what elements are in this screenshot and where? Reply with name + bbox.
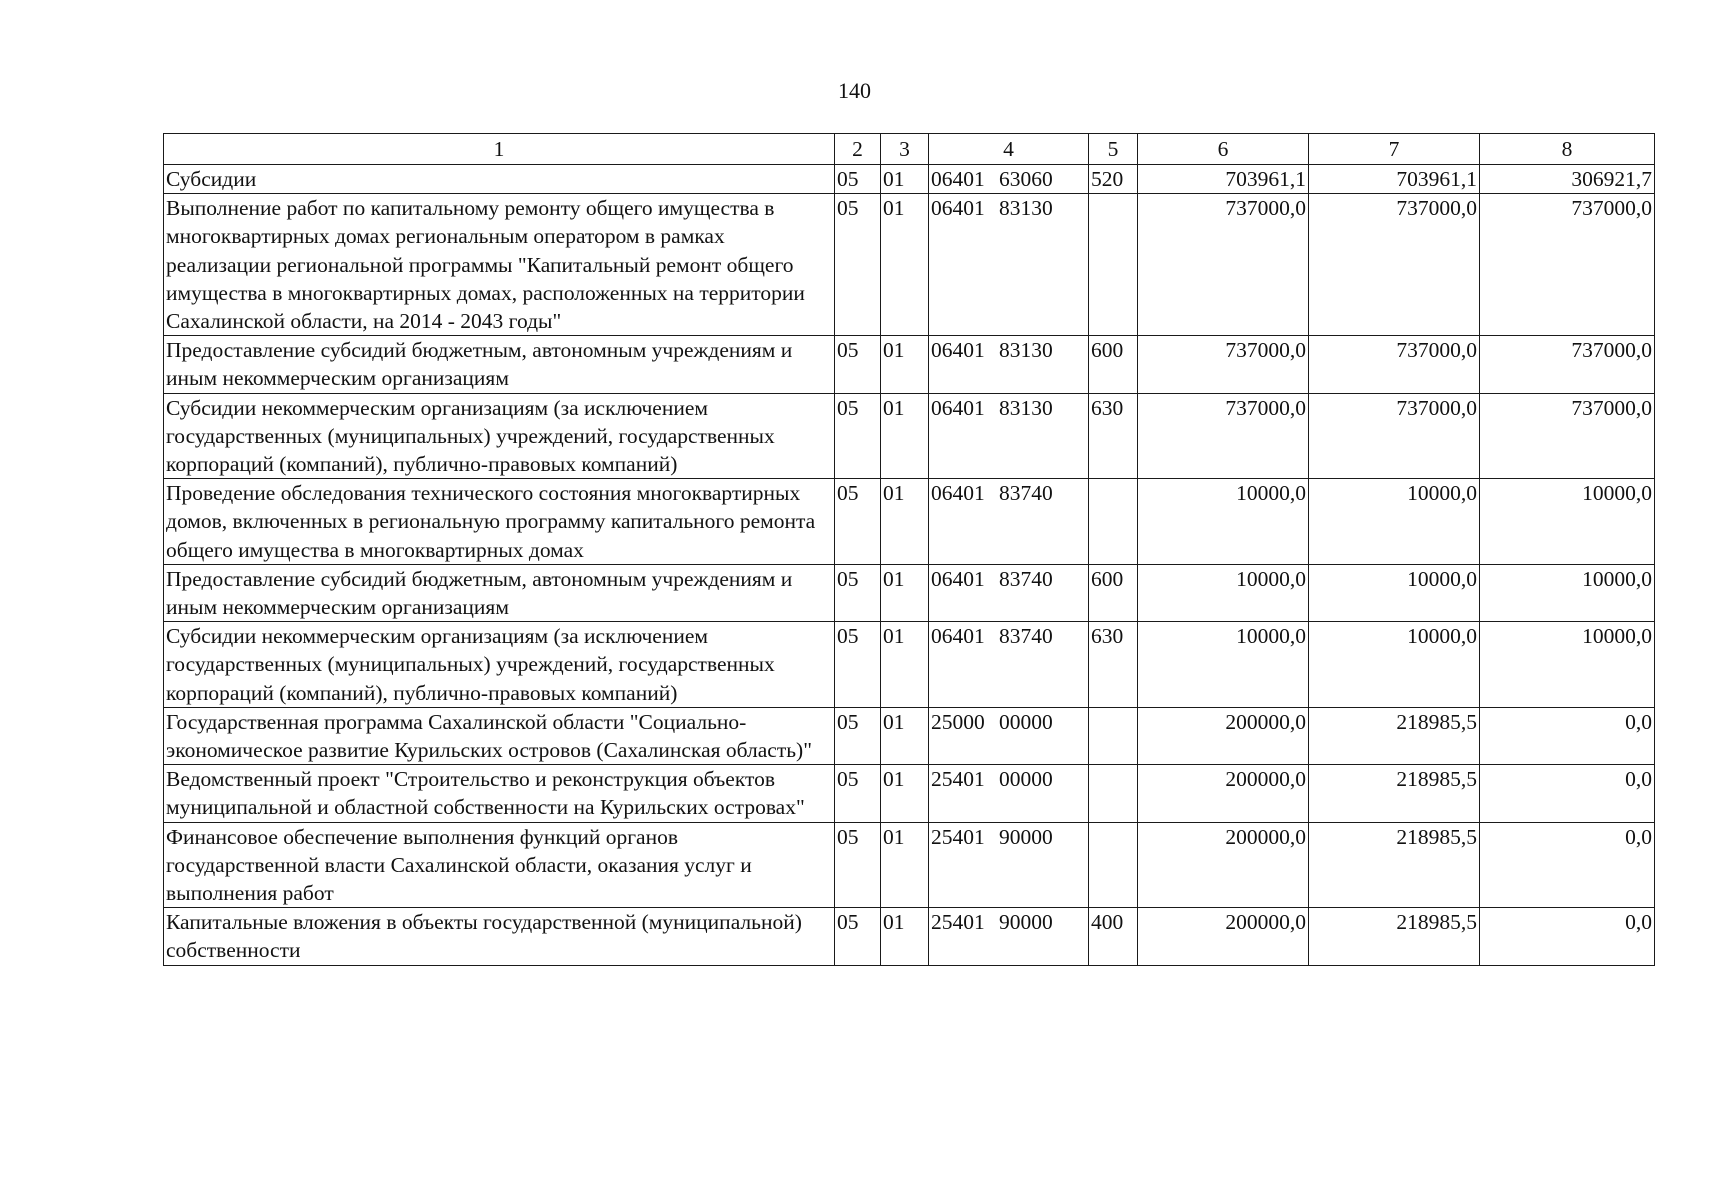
amount-col-8: 10000,0 [1480, 622, 1655, 708]
subsection-code: 01 [881, 165, 929, 194]
row-name: Предоставление субсидий бюджетным, автономным учреждениям и иным некоммерческим организациям [164, 336, 835, 393]
row-name: Проведение обследования технического состояния многоквартирных домов, включенных в региональную программу капитального ремонта общего имущества в многоквартирных домах [164, 479, 835, 565]
target-article-code [929, 908, 1089, 965]
target-article-code [929, 622, 1089, 708]
amount-col-7: 737000,0 [1309, 393, 1480, 479]
section-code: 05 [835, 336, 881, 393]
direction-code: 00000 [999, 767, 1053, 792]
col-header-2: 2 [835, 134, 881, 165]
budget-table [163, 133, 1655, 966]
program-code: 25401 [931, 910, 985, 935]
expense-type-code: 520 [1089, 165, 1138, 194]
row-name: Выполнение работ по капитальному ремонту общего имущества в многоквартирных домах региональным оператором в рамках реализации региональной программы "Капитальный ремонт общего имущества в многоквартирных домах, расположенных на территории Сахалинской области, на 2014 - 2043 годы" [164, 194, 835, 336]
amount-col-6: 737000,0 [1138, 393, 1309, 479]
col-header-6: 6 [1138, 134, 1309, 165]
subsection-code: 01 [881, 194, 929, 336]
table-row [164, 622, 1655, 708]
target-article-code [929, 707, 1089, 764]
amount-col-8: 737000,0 [1480, 194, 1655, 336]
program-code: 06401 [931, 395, 985, 420]
expense-type-code: 400 [1089, 908, 1138, 965]
col-header-7: 7 [1309, 134, 1480, 165]
subsection-code: 01 [881, 765, 929, 822]
col-header-3: 3 [881, 134, 929, 165]
amount-col-7: 218985,5 [1309, 822, 1480, 908]
program-code: 25401 [931, 824, 985, 849]
amount-col-6: 200000,0 [1138, 822, 1309, 908]
amount-col-7: 737000,0 [1309, 336, 1480, 393]
subsection-code: 01 [881, 479, 929, 565]
direction-code: 83740 [999, 481, 1053, 506]
direction-code: 83130 [999, 196, 1053, 221]
table-row [164, 822, 1655, 908]
amount-col-7: 218985,5 [1309, 765, 1480, 822]
expense-type-code [1089, 194, 1138, 336]
table-row [164, 165, 1655, 194]
expense-type-code: 600 [1089, 564, 1138, 621]
target-article-code [929, 393, 1089, 479]
subsection-code: 01 [881, 908, 929, 965]
expense-type-code: 630 [1089, 622, 1138, 708]
amount-col-8: 10000,0 [1480, 564, 1655, 621]
row-name: Субсидии некоммерческим организациям (за исключением государственных (муниципальных) учреждений, государственных корпораций (компаний), публично-правовых компаний) [164, 393, 835, 479]
column-number-row [164, 134, 1655, 165]
amount-col-6: 703961,1 [1138, 165, 1309, 194]
amount-col-8: 0,0 [1480, 765, 1655, 822]
amount-col-8: 0,0 [1480, 908, 1655, 965]
amount-col-7: 703961,1 [1309, 165, 1480, 194]
section-code: 05 [835, 822, 881, 908]
col-header-4: 4 [929, 134, 1089, 165]
program-code: 06401 [931, 196, 985, 221]
expense-type-code [1089, 479, 1138, 565]
page-number: 140 [838, 78, 871, 103]
row-name: Государственная программа Сахалинской области "Социально-экономическое развитие Курильских островов (Сахалинская область)" [164, 707, 835, 764]
section-code: 05 [835, 622, 881, 708]
section-code: 05 [835, 194, 881, 336]
col-header-5: 5 [1089, 134, 1138, 165]
amount-col-6: 200000,0 [1138, 707, 1309, 764]
direction-code: 90000 [999, 910, 1053, 935]
amount-col-8: 0,0 [1480, 822, 1655, 908]
col-header-8: 8 [1480, 134, 1655, 165]
expense-type-code [1089, 822, 1138, 908]
expense-type-code: 630 [1089, 393, 1138, 479]
direction-code: 83740 [999, 566, 1053, 591]
direction-code: 83130 [999, 395, 1053, 420]
amount-col-7: 737000,0 [1309, 194, 1480, 336]
expense-type-code [1089, 707, 1138, 764]
amount-col-6: 10000,0 [1138, 564, 1309, 621]
amount-col-6: 737000,0 [1138, 336, 1309, 393]
program-code: 25401 [931, 767, 985, 792]
target-article-code [929, 165, 1089, 194]
subsection-code: 01 [881, 393, 929, 479]
amount-col-8: 306921,7 [1480, 165, 1655, 194]
amount-col-7: 10000,0 [1309, 479, 1480, 565]
direction-code: 90000 [999, 824, 1053, 849]
table-row [164, 908, 1655, 965]
target-article-code [929, 822, 1089, 908]
target-article-code [929, 479, 1089, 565]
section-code: 05 [835, 479, 881, 565]
table-row [164, 194, 1655, 336]
section-code: 05 [835, 908, 881, 965]
amount-col-6: 737000,0 [1138, 194, 1309, 336]
target-article-code [929, 336, 1089, 393]
subsection-code: 01 [881, 822, 929, 908]
subsection-code: 01 [881, 622, 929, 708]
section-code: 05 [835, 393, 881, 479]
direction-code: 00000 [999, 709, 1053, 734]
amount-col-6: 200000,0 [1138, 765, 1309, 822]
amount-col-8: 10000,0 [1480, 479, 1655, 565]
table-row [164, 479, 1655, 565]
program-code: 06401 [931, 338, 985, 363]
row-name: Капитальные вложения в объекты государственной (муниципальной) собственности [164, 908, 835, 965]
target-article-code [929, 765, 1089, 822]
subsection-code: 01 [881, 707, 929, 764]
section-code: 05 [835, 564, 881, 621]
col-header-1: 1 [164, 134, 835, 165]
row-name: Предоставление субсидий бюджетным, автономным учреждениям и иным некоммерческим организациям [164, 564, 835, 621]
row-name: Финансовое обеспечение выполнения функций органов государственной власти Сахалинской области, оказания услуг и выполнения работ [164, 822, 835, 908]
program-code: 06401 [931, 167, 985, 191]
expense-type-code [1089, 765, 1138, 822]
table-row [164, 564, 1655, 621]
section-code: 05 [835, 707, 881, 764]
table-row [164, 765, 1655, 822]
target-article-code [929, 564, 1089, 621]
direction-code: 63060 [999, 167, 1053, 191]
row-name: Ведомственный проект "Строительство и реконструкция объектов муниципальной и областной собственности на Курильских островах" [164, 765, 835, 822]
amount-col-6: 10000,0 [1138, 479, 1309, 565]
section-code: 05 [835, 165, 881, 194]
table-row [164, 336, 1655, 393]
direction-code: 83740 [999, 624, 1053, 649]
expense-type-code: 600 [1089, 336, 1138, 393]
row-name: Субсидии некоммерческим организациям (за исключением государственных (муниципальных) учреждений, государственных корпораций (компаний), публично-правовых компаний) [164, 622, 835, 708]
subsection-code: 01 [881, 564, 929, 621]
table-row [164, 393, 1655, 479]
section-code: 05 [835, 765, 881, 822]
amount-col-8: 737000,0 [1480, 393, 1655, 479]
row-name: Субсидии [164, 165, 835, 194]
program-code: 06401 [931, 566, 985, 591]
program-code: 06401 [931, 481, 985, 506]
program-code: 06401 [931, 624, 985, 649]
amount-col-6: 200000,0 [1138, 908, 1309, 965]
amount-col-7: 218985,5 [1309, 707, 1480, 764]
table-row [164, 707, 1655, 764]
amount-col-7: 10000,0 [1309, 622, 1480, 708]
direction-code: 83130 [999, 338, 1053, 363]
amount-col-6: 10000,0 [1138, 622, 1309, 708]
amount-col-8: 0,0 [1480, 707, 1655, 764]
amount-col-7: 10000,0 [1309, 564, 1480, 621]
program-code: 25000 [931, 709, 985, 734]
amount-col-8: 737000,0 [1480, 336, 1655, 393]
amount-col-7: 218985,5 [1309, 908, 1480, 965]
target-article-code [929, 194, 1089, 336]
subsection-code: 01 [881, 336, 929, 393]
